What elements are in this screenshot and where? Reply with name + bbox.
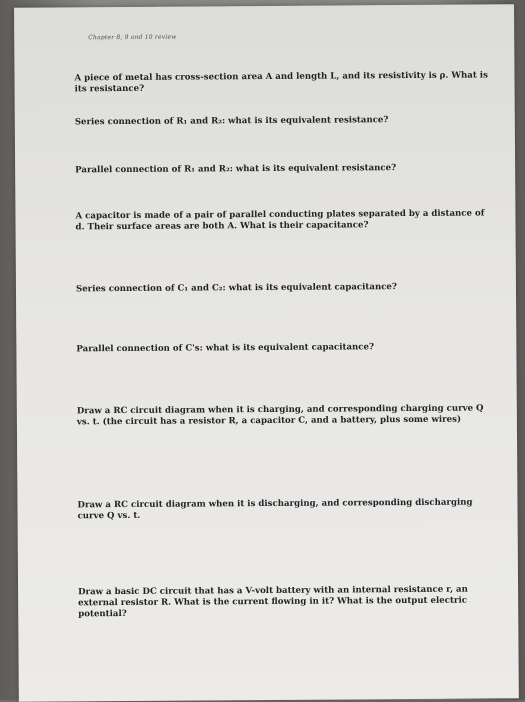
question-rc-charging: Draw a RC circuit diagram when it is charging, and corresponding charging curve Q vs. t. (the circuit has a resistor R, a capacitor C, and a battery, plus some wires) — [76, 403, 484, 428]
page-header: Chapter 8, 9 and 10 review — [88, 33, 177, 42]
question-parallel-capacitors: Parallel connection of C's: what is its equivalent capacitance? — [76, 342, 375, 355]
worksheet-page — [14, 4, 519, 701]
question-rc-discharging: Draw a RC circuit diagram when it is discharging, and corresponding discharging curve Q vs. t. — [77, 497, 473, 522]
question-parallel-resistors: Parallel connection of R₁ and R₂: what is its equivalent resistance? — [75, 163, 397, 176]
question-series-capacitors: Series connection of C₁ and C₂: what is its equivalent capacitance? — [75, 282, 397, 295]
question-series-resistors: Series connection of R₁ and R₂: what is its equivalent resistance? — [74, 115, 389, 128]
question-dc-circuit: Draw a basic DC circuit that has a V-volt battery with an internal resistance r, an external resistor R. What is the current flowing in it? What is the output electric potential? — [78, 584, 468, 620]
question-resistance: A piece of metal has cross-section area A and length L, and its resistivity is ρ. What is its resistance? — [74, 70, 488, 95]
question-capacitance: A capacitor is made of a pair of parallel conducting plates separated by a distance of d. Their surface areas are both A. What is their capacitance? — [75, 208, 485, 233]
